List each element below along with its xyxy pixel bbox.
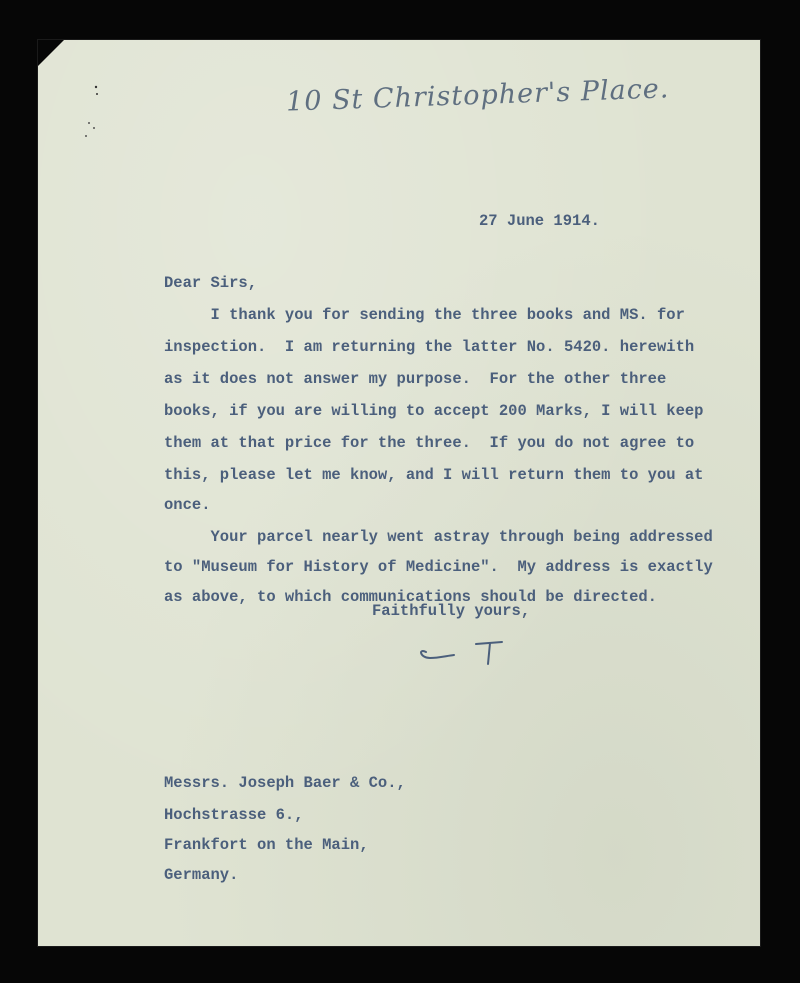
stray-ink-marks — [80, 80, 100, 140]
body-line: Your parcel nearly went astray through being addressed — [164, 528, 713, 546]
body-line: this, please let me know, and I will return them to you at — [164, 466, 704, 484]
closing: Faithfully yours, — [372, 602, 531, 620]
salutation: Dear Sirs, — [164, 274, 258, 292]
letter-page — [38, 40, 760, 946]
body-line: inspection. I am returning the latter No. 5420. herewith — [164, 338, 695, 356]
folded-corner — [38, 40, 64, 66]
letter-date: 27 June 1914. — [479, 212, 600, 230]
body-line: as above, to which communications should be directed. — [164, 588, 657, 606]
recipient-line: Hochstrasse 6., — [164, 806, 304, 824]
body-line: once. — [164, 496, 211, 514]
body-line: I thank you for sending the three books and MS. for — [164, 306, 685, 324]
handwritten-address: 10 St Christopher's Place. — [285, 73, 670, 118]
handwritten-signature — [416, 636, 516, 668]
recipient-line: Germany. — [164, 866, 239, 884]
body-line: to "Museum for History of Medicine". My address is exactly — [164, 558, 713, 576]
body-line: as it does not answer my purpose. For the other three — [164, 370, 667, 388]
body-line: books, if you are willing to accept 200 Marks, I will keep — [164, 402, 704, 420]
recipient-line: Messrs. Joseph Baer & Co., — [164, 774, 406, 792]
recipient-line: Frankfort on the Main, — [164, 836, 369, 854]
body-line: them at that price for the three. If you do not agree to — [164, 434, 695, 452]
